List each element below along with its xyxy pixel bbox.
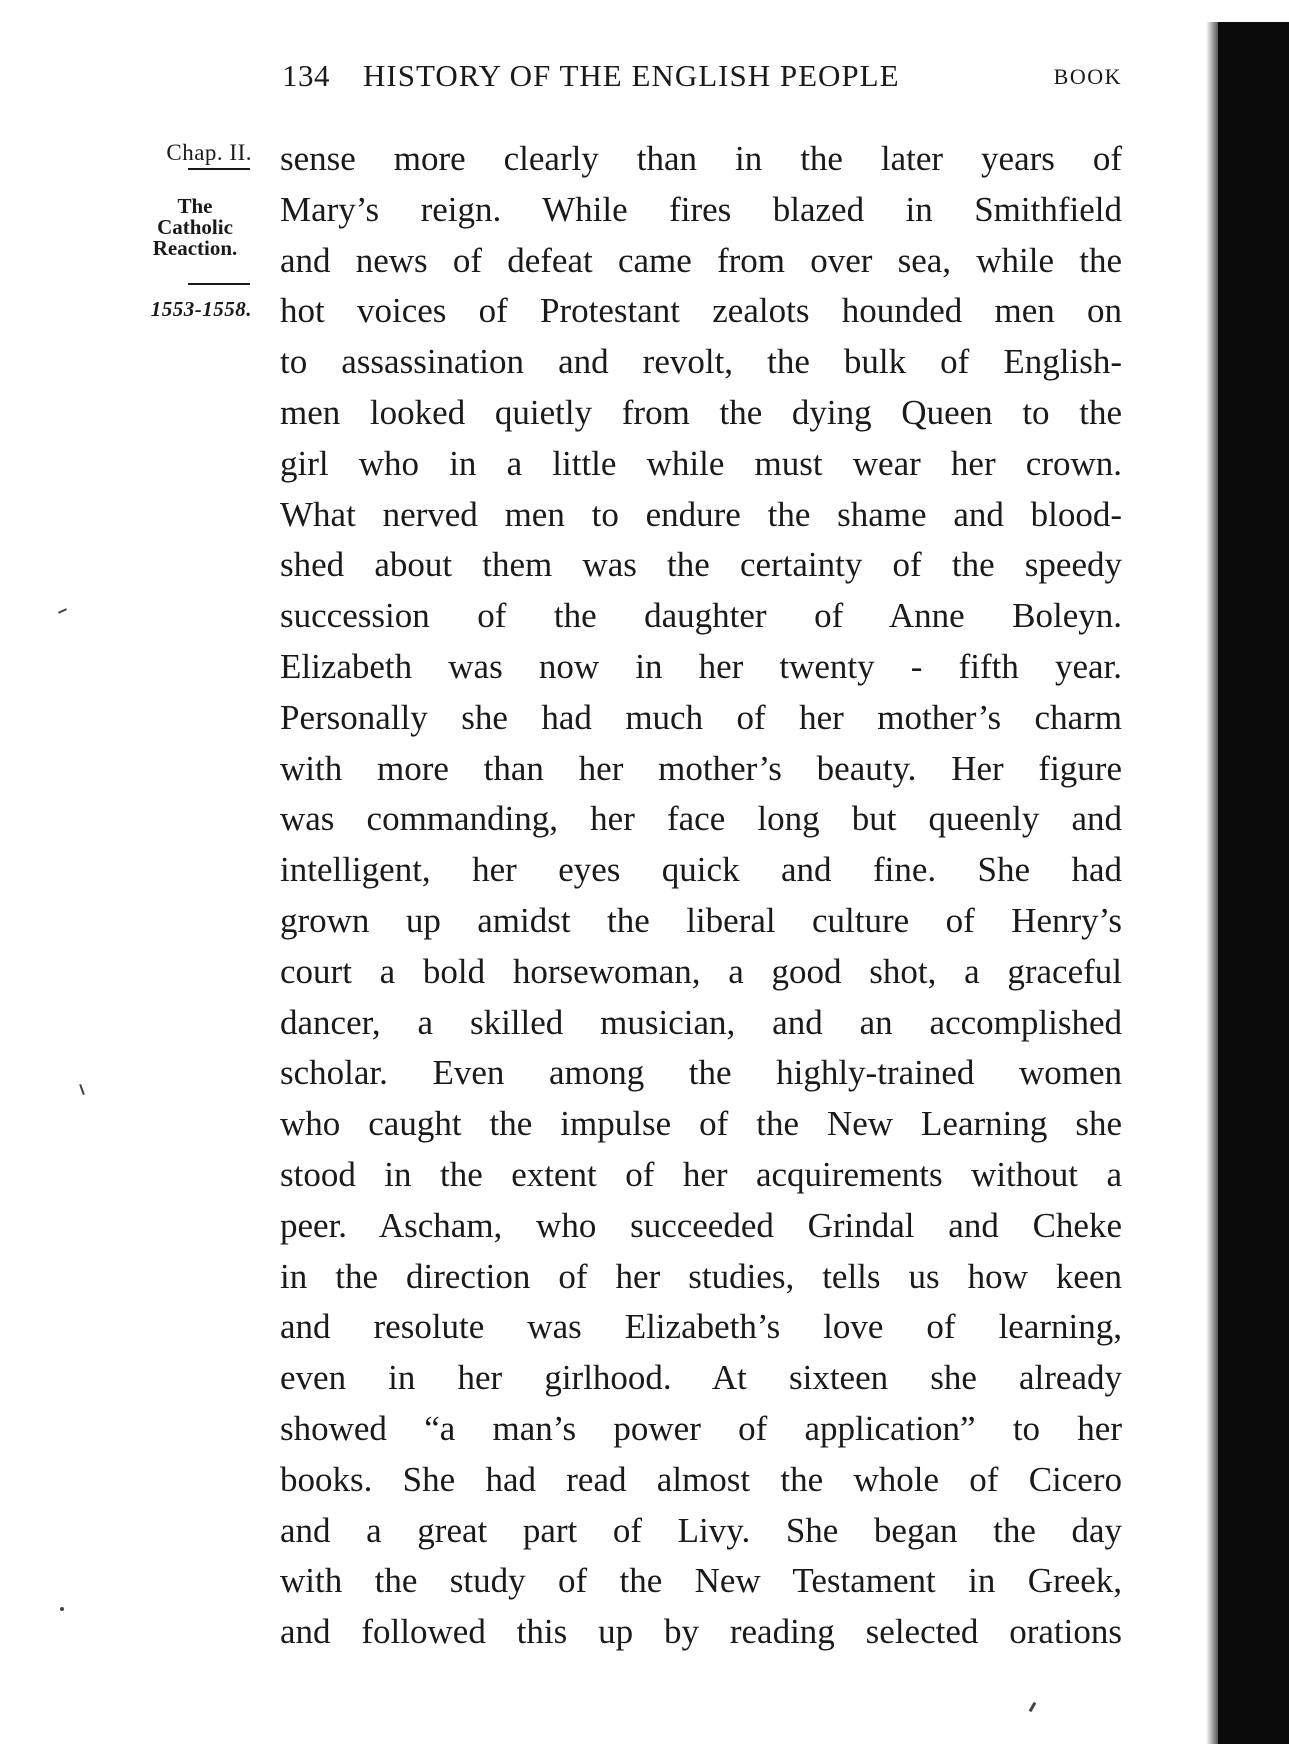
scan-speck — [60, 1607, 64, 1611]
text-line: and news of defeat came from over sea, while the — [280, 240, 1122, 280]
sidenote-dates: 1553-1558. — [150, 297, 252, 321]
scan-edge-shadow — [1218, 22, 1289, 1744]
text-line: succession of the daughter of Anne Boleyn. — [280, 596, 1122, 636]
sidenote-topic-line: Catholic — [157, 215, 233, 239]
sidenote-topic — [140, 196, 250, 259]
running-head — [280, 54, 1122, 94]
text-line: girl who in a little while must wear her crown. — [280, 443, 1122, 483]
text-line: peer. Ascham, who succeeded Grindal and Cheke — [280, 1205, 1122, 1245]
text-line: scholar. Even among the highly-trained women — [280, 1053, 1122, 1093]
text-line: showed “a man’s power of application” to her — [280, 1408, 1122, 1448]
text-line: and a great part of Livy. She began the day — [280, 1510, 1122, 1550]
scan-speck — [79, 1084, 85, 1095]
text-line: and resolute was Elizabeth’s love of learning, — [280, 1307, 1122, 1347]
sidenote-divider — [188, 168, 250, 170]
sidenote-topic-line: Reaction. — [152, 236, 238, 260]
sidenote-chapter: Chap. II. — [166, 140, 252, 165]
text-line: who caught the impulse of the New Learning she — [280, 1104, 1122, 1144]
scan-speck — [1029, 1702, 1037, 1712]
text-line: grown up amidst the liberal culture of Henry’s — [280, 900, 1122, 940]
book-label: BOOK — [1053, 64, 1122, 89]
text-line: in the direction of her studies, tells us how keen — [280, 1256, 1122, 1296]
sidenote-topic-line: The — [177, 194, 213, 218]
body-text — [280, 134, 1122, 1658]
running-title: HISTORY OF THE ENGLISH PEOPLE — [363, 58, 900, 93]
text-line: Elizabeth was now in her twenty - fifth year. — [280, 646, 1122, 686]
text-line: shed about them was the certainty of the speedy — [280, 545, 1122, 585]
text-line: intelligent, her eyes quick and fine. She had — [280, 850, 1122, 890]
text-line: books. She had read almost the whole of Cicero — [280, 1459, 1122, 1499]
text-line: hot voices of Protestant zealots hounded men on — [280, 291, 1122, 331]
text-line: court a bold horsewoman, a good shot, a graceful — [280, 951, 1122, 991]
text-line: men looked quietly from the dying Queen to the — [280, 392, 1122, 432]
text-line: Mary’s reign. While fires blazed in Smithfield — [280, 189, 1122, 229]
text-line: was commanding, her face long but queenly and — [280, 799, 1122, 839]
text-line: to assassination and revolt, the bulk of English- — [280, 342, 1122, 382]
text-line: with more than her mother’s beauty. Her figure — [280, 748, 1122, 788]
page-number: 134 — [282, 58, 330, 93]
sidenote-divider — [188, 283, 250, 285]
scan-speck — [58, 608, 67, 614]
text-line: stood in the extent of her acquirements without a — [280, 1154, 1122, 1194]
text-line: Personally she had much of her mother’s charm — [280, 697, 1122, 737]
text-line: dancer, a skilled musician, and an accomplished — [280, 1002, 1122, 1042]
text-line: even in her girlhood. At sixteen she already — [280, 1358, 1122, 1398]
text-line: sense more clearly than in the later years of — [280, 139, 1122, 178]
text-line: What nerved men to endure the shame and blood- — [280, 494, 1122, 534]
text-line: with the study of the New Testament in Greek, — [280, 1561, 1122, 1601]
text-line: and followed this up by reading selected orations — [280, 1612, 1122, 1652]
